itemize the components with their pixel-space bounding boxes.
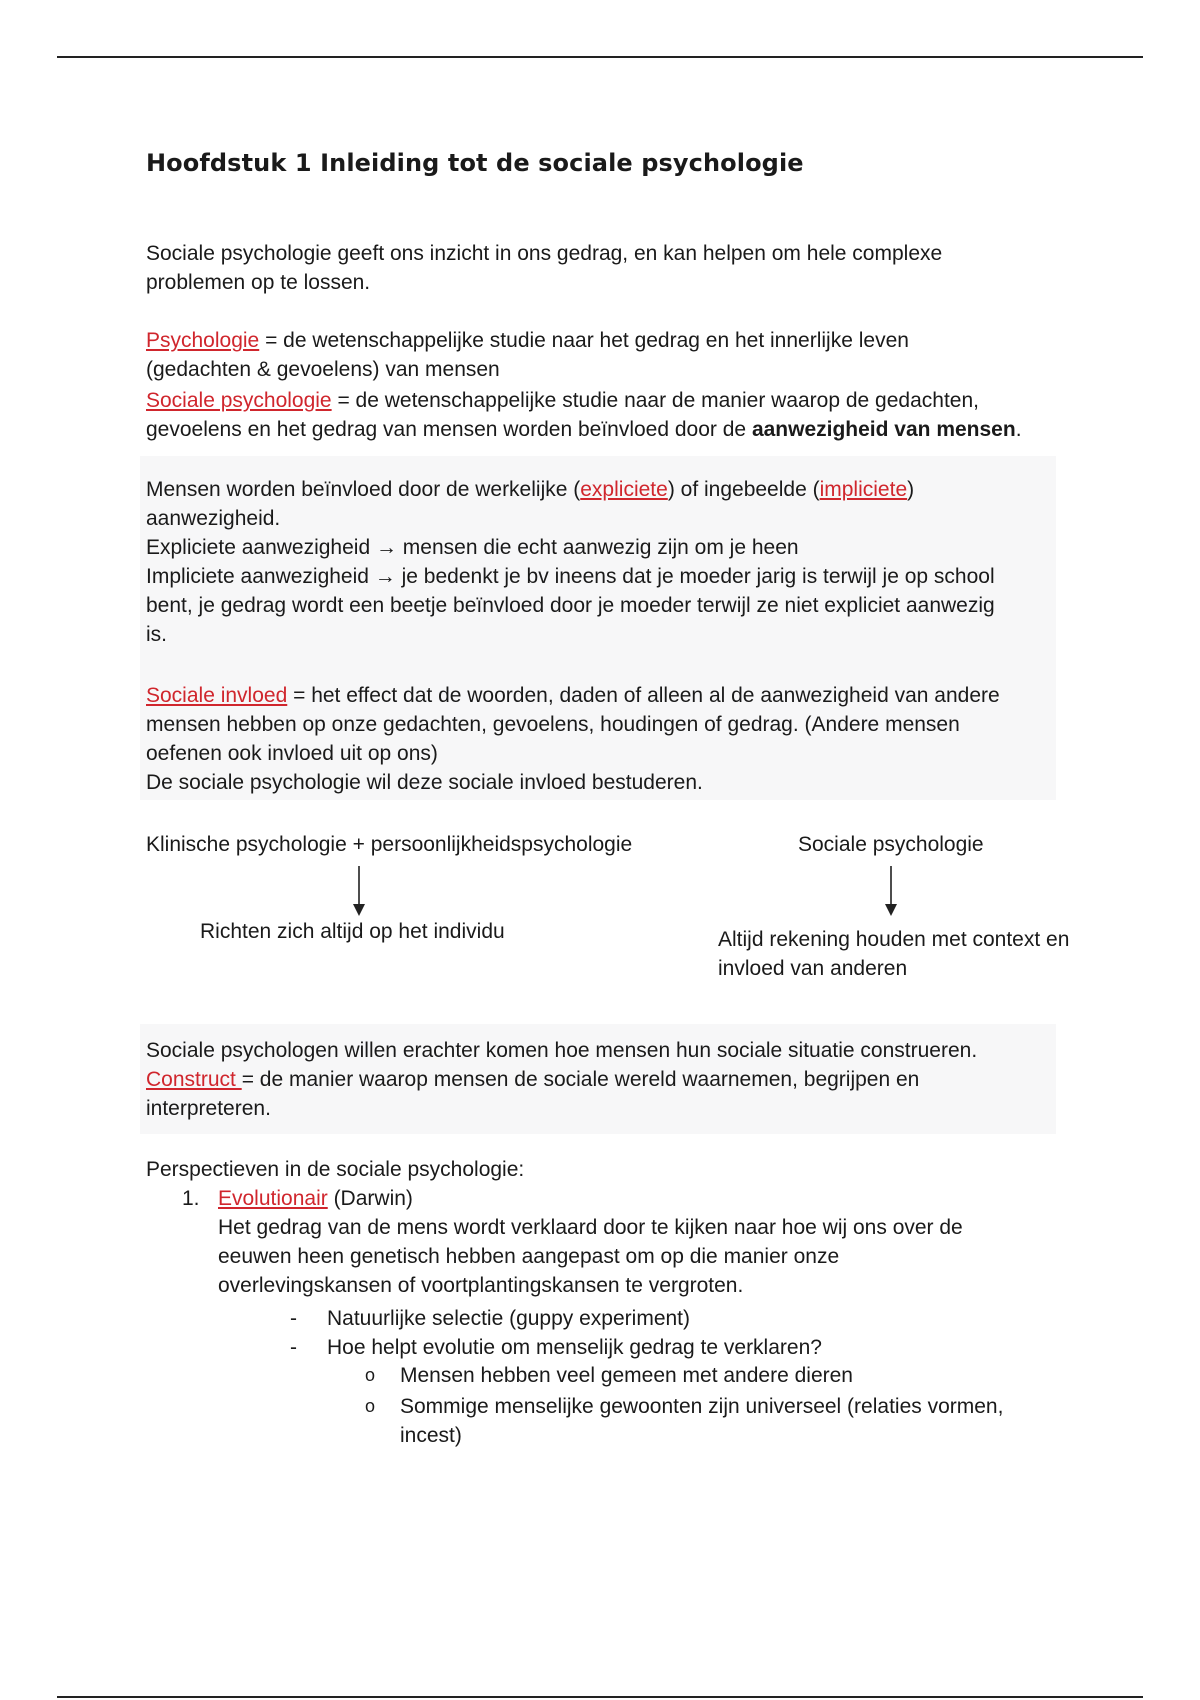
term-psychologie: Psychologie [146, 329, 260, 352]
term-expliciete: expliciete [580, 478, 668, 501]
diagram-right-top: Sociale psychologie [798, 833, 984, 856]
presence-line: bent, je gedrag wordt een beetje beïnvloed door je moeder terwijl ze niet expliciet aanwezig [146, 594, 995, 617]
term-evolutionair: Evolutionair [218, 1187, 328, 1210]
construct-paragraph [146, 1036, 977, 1123]
diagram-right-bottom [718, 925, 1069, 983]
definition-text: gevoelens en het gedrag van mensen worden beïnvloed door de [146, 418, 752, 441]
term-sociale-invloed: Sociale invloed [146, 684, 288, 707]
presence-text: ) [907, 478, 915, 501]
arrow-down-left [352, 866, 366, 918]
bold-phrase: aanwezigheid van mensen [751, 418, 1016, 441]
circle-bullet: o [365, 1396, 376, 1416]
intro-line-2: problemen op te lossen. [146, 271, 371, 294]
definition-psychologie [146, 326, 909, 384]
definition-text: = de wetenschappelijke studie naar het gedrag en het innerlijke leven [259, 329, 909, 352]
construct-line: interpreteren. [146, 1097, 271, 1120]
presence-line: aanwezigheid. [146, 507, 281, 530]
definition-text: . [1015, 418, 1022, 441]
perspectives-heading: Perspectieven in de sociale psychologie: [146, 1158, 525, 1181]
diagram-right-line: Altijd rekening houden met context en [718, 928, 1070, 951]
page-title: Hoofdstuk 1 Inleiding tot de sociale psychologie [146, 149, 804, 177]
definition-text: = het effect dat de woorden, daden of alleen al de aanwezigheid van andere [287, 684, 1000, 707]
dash-bullet: - [290, 1307, 297, 1330]
presence-text: ) of ingebeelde ( [667, 478, 820, 501]
definition-sociale-invloed [146, 681, 1000, 797]
circle-bullet: o [365, 1365, 376, 1385]
presence-paragraph [146, 475, 995, 649]
list-number: 1. [182, 1187, 200, 1210]
definition-line: De sociale psychologie wil deze sociale invloed bestuderen. [146, 771, 703, 794]
term-sociale-psychologie: Sociale psychologie [146, 389, 332, 412]
diagram-left-top: Klinische psychologie + persoonlijkheidspsychologie [146, 833, 633, 856]
list-item-text: (Darwin) [327, 1187, 413, 1210]
dash-bullet: - [290, 1336, 297, 1359]
top-rule [57, 56, 1143, 58]
bottom-rule [57, 1696, 1143, 1698]
sub-item-evolutie: Hoe helpt evolutie om menselijk gedrag te verklaren? [327, 1336, 822, 1359]
presence-line: is. [146, 623, 167, 646]
intro-line-1: Sociale psychologie geeft ons inzicht in ons gedrag, en kan helpen om hele complexe [146, 242, 943, 265]
description-line: eeuwen heen genetisch hebben aangepast om op die manier onze [218, 1245, 840, 1268]
list-item-evolutionair [182, 1184, 413, 1213]
definition-line: oefenen ook invloed uit op ons) [146, 742, 438, 765]
description-line: Het gedrag van de mens wordt verklaard door te kijken naar hoe wij ons over de [218, 1216, 963, 1239]
sub-sub-item-dieren: Mensen hebben veel gemeen met andere dieren [400, 1364, 853, 1387]
presence-text: Mensen worden beïnvloed door de werkelijke ( [146, 478, 581, 501]
construct-line: Sociale psychologen willen erachter komen hoe mensen hun sociale situatie construeren. [146, 1039, 978, 1062]
diagram-right-line: invloed van anderen [718, 957, 908, 980]
evolutionair-description [218, 1213, 963, 1300]
term-impliciete: impliciete [819, 478, 908, 501]
definition-sociale-psychologie [146, 386, 1022, 444]
definition-text: = de wetenschappelijke studie naar de manier waarop de gedachten, [331, 389, 979, 412]
sub-sub-item-universeel [400, 1392, 1003, 1450]
presence-line: Impliciete aanwezigheid → je bedenkt je bv ineens dat je moeder jarig is terwijl je op school [146, 565, 995, 588]
sub-sub-line: Sommige menselijke gewoonten zijn universeel (relaties vormen, [400, 1395, 1004, 1418]
intro-paragraph [146, 239, 942, 297]
arrow-down-right [884, 866, 898, 918]
sub-sub-line: incest) [400, 1424, 462, 1447]
term-construct: Construct [146, 1068, 242, 1091]
diagram-left-bottom: Richten zich altijd op het individu [200, 920, 505, 943]
description-line: overlevingskansen of voortplantingskansen te vergroten. [218, 1274, 744, 1297]
presence-line: Expliciete aanwezigheid → mensen die echt aanwezig zijn om je heen [146, 536, 799, 559]
definition-text: = de manier waarop mensen de sociale wereld waarnemen, begrijpen en [241, 1068, 920, 1091]
definition-line: mensen hebben op onze gedachten, gevoelens, houdingen of gedrag. (Andere mensen [146, 713, 960, 736]
sub-item-natuurlijke-selectie: Natuurlijke selectie (guppy experiment) [327, 1307, 690, 1330]
definition-line: (gedachten & gevoelens) van mensen [146, 358, 500, 381]
